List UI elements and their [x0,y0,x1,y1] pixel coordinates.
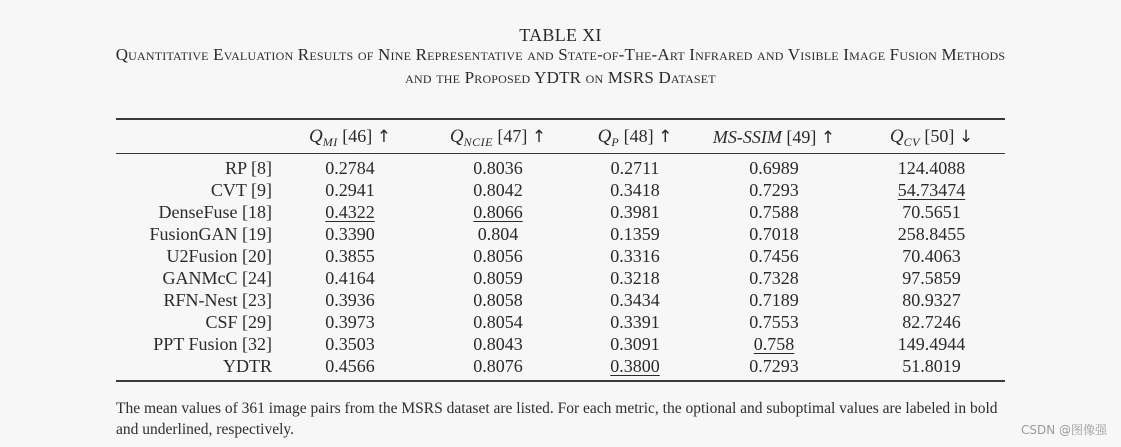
value-cell-suboptimal: 54.73474 [897,180,966,200]
value-cell: 0.3091 [610,334,660,354]
value-cell-optimal: 0.7588 [749,202,799,222]
down-arrow-icon: ↓ [958,127,974,147]
value-cell: 124.4088 [897,158,966,178]
header-qncie: $Q_{NCIE}$ [47] ↑ [449,126,547,149]
method-cell: CSF [29] [205,312,272,332]
header-ms-ssim: MS-SSIM [49] ↑ [712,126,836,148]
value-cell: 97.5859 [902,268,961,288]
method-cell: U2Fusion [20] [166,246,272,266]
value-cell-optimal: 0.8076 [473,356,523,376]
top-rule [116,118,1005,120]
up-arrow-icon: ↑ [658,127,673,147]
value-cell: 0.3973 [325,312,375,332]
value-cell: 82.7246 [902,312,961,332]
value-cell: 0.7189 [749,290,799,310]
up-arrow-icon: ↑ [376,127,391,147]
value-cell-optimal: 51.8019 [902,356,961,376]
table-row [116,245,1005,267]
value-cell: 0.2711 [610,158,660,178]
header-qp: $Q_P$ [48] ↑ [597,126,673,149]
value-cell: 0.4164 [325,268,375,288]
value-cell: 149.4944 [897,334,966,354]
header-qcv: $Q_{CV}$ [50] ↓ [889,126,974,149]
value-cell: 70.5651 [902,202,961,222]
value-cell: 0.7018 [749,224,799,244]
method-cell: DenseFuse [18] [158,202,272,222]
value-cell: 0.6989 [749,158,799,178]
method-cell: FusionGAN [19] [149,224,272,244]
bottom-rule [116,380,1005,382]
value-cell: 0.7456 [749,246,799,266]
header-method [116,121,284,153]
table-row [116,267,1005,289]
header-row [116,121,1005,153]
table-footnote: The mean values of 361 image pairs from the MSRS dataset are listed. For each metric, the optional and suboptimal values are labeled in bold and underlined, respectively. [116,400,998,438]
value-cell-optimal: 0.3981 [610,202,660,222]
value-cell: 258.8455 [897,224,966,244]
value-cell: 0.8058 [473,290,523,310]
table-caption-line-1: Quantitative Evaluation Results of Nine Representative and State-of-The-Art Infrared and Visible Image Fusion Methods [115,45,1006,64]
table-row [116,223,1005,245]
value-cell: 0.8036 [473,158,523,178]
value-cell: 0.7293 [749,180,799,200]
method-cell: PPT Fusion [32] [153,334,272,354]
value-cell: 0.3316 [610,246,660,266]
table-row [116,289,1005,311]
table-row [116,355,1005,377]
value-cell: 0.3855 [325,246,375,266]
table-row [116,311,1005,333]
value-cell: 0.2784 [325,158,375,178]
table-row [116,333,1005,355]
table-row [116,201,1005,223]
up-arrow-icon: ↑ [820,127,836,148]
value-cell: 0.3391 [610,312,660,332]
value-cell: 0.2941 [325,180,375,200]
table-row [116,153,1005,179]
method-cell: GANMcC [24] [162,268,272,288]
value-cell: 80.9327 [902,290,961,310]
table-row [116,179,1005,201]
table-caption-line-2: and the Proposed YDTR on MSRS Dataset [405,68,716,87]
value-cell: 0.7553 [749,312,799,332]
value-cell: 0.3936 [325,290,375,310]
value-cell: 0.804 [477,224,519,244]
value-cell: 0.8054 [473,312,523,332]
method-cell: CVT [9] [210,180,272,200]
value-cell: 0.7293 [749,356,799,376]
value-cell: 0.3503 [325,334,375,354]
method-cell: YDTR [223,356,272,376]
value-cell: 0.1359 [610,224,660,244]
results-table [116,121,1005,377]
value-cell: 0.8059 [473,268,523,288]
value-cell-suboptimal: 0.3800 [610,356,660,376]
value-cell: 70.4063 [902,246,961,266]
up-arrow-icon: ↑ [531,127,547,147]
table-number: TABLE XI [519,25,602,45]
value-cell: 0.3218 [610,268,660,288]
value-cell-optimal: 0.4566 [325,356,375,376]
header-qmi: $Q_{MI}$ [46] ↑ [309,126,391,149]
value-cell: 0.8042 [473,180,523,200]
value-cell: 0.8056 [473,246,523,266]
value-cell-suboptimal: 0.758 [753,334,795,354]
value-cell: 0.3418 [610,180,660,200]
value-cell: 0.3434 [610,290,660,310]
watermark: CSDN @图像强 [1020,423,1107,437]
value-cell: 0.3390 [325,224,375,244]
method-cell: RFN-Nest [23] [163,290,272,310]
method-cell: RP [8] [225,158,272,178]
value-cell-suboptimal: 0.8066 [473,202,523,222]
value-cell-suboptimal: 0.4322 [325,202,375,222]
value-cell: 0.7328 [749,268,799,288]
value-cell: 0.8043 [473,334,523,354]
